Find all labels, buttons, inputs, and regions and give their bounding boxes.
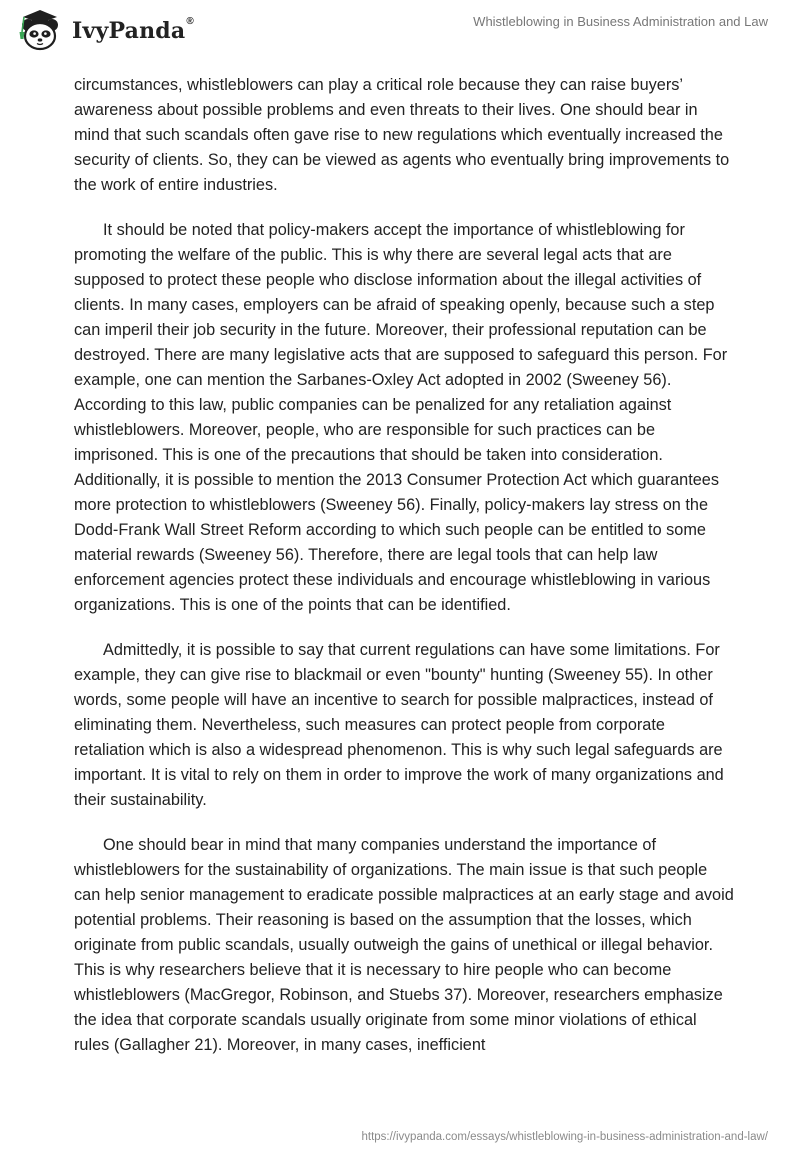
essay-body [74,73,734,1078]
paragraph: circumstances, whistleblowers can play a critical role because they can raise buyers’ awareness about possible problems and even threats to their lives. One should bear in mind that such scandals often gave rise to new regulations which eventually increased the security of clients. So, they can be viewed as agents who eventually bring improvements to the work of entire industries. [74,76,730,194]
paragraph: One should bear in mind that many companies understand the importance of whistleblowers for the sustainability of organizations. The main issue is that such people can help senior management to eradicate possible malpractices at an early stage and avoid potential problems. Their reasoning is based on the assumption that the losses, which originate from public scandals, usually outweigh the gains of unethical or illegal behavior. This is why researchers believe that it is necessary to hire people who can become whistleblowers (MacGregor, Robinson, and Stuebs 37). Moreover, researchers emphasize the idea that corporate scandals usually originate from some minor violations of ethical rules (Gallagher 21). Moreover, in many cases, inefficient [74,836,734,1054]
source-url[interactable]: https://ivypanda.com/essays/whistleblowing-in-business-administration-and-law/ [361,1131,768,1143]
document-title: Whistleblowing in Business Administration and Law [473,14,768,29]
paragraph: It should be noted that policy-makers accept the importance of whistleblowing for promoting the welfare of the public. This is why there are several legal acts that are supposed to protect these people who disclose information about the illegal activities of clients. In many cases, employers can be afraid of speaking openly, because such a step can imperil their job security in the future. Moreover, their professional reputation can be destroyed. There are many legislative acts that are supposed to safeguard this person. For example, one can mention the Sarbanes-Oxley Act adopted in 2002 (Sweeney 56). According to this law, public companies can be penalized for any retaliation against whistleblowers. Moreover, people, who are responsible for such practices can be imprisoned. This is one of the precautions that should be taken into consideration. Additionally, it is possible to mention the 2013 Consumer Protection Act which guarantees more protection to whistleblowers (Sweeney 56). Finally, policy-makers lay stress on the Dodd-Frank Wall Street Reform according to which such people can be entitled to some material rewards (Sweeney 56). Therefore, there are legal tools that can help law enforcement agencies protect these individuals and encourage whistleblowing in various organizations. This is one of the points that can be identified. [74,221,728,614]
logo-wordmark [72,18,194,44]
paragraph: Admittedly, it is possible to say that current regulations can have some limitations. For example, they can give rise to blackmail or even "bounty" hunting (Sweeney 55). In other words, some people will have an incentive to search for possible malpractices, instead of eliminating them. Nevertheless, such measures can protect people from corporate retaliation which is also a widespread phenomenon. This is why such legal safeguards are important. It is vital to rely on them in order to improve the work of many organizations and their sustainability. [74,641,724,809]
page-header [0,0,800,62]
panda-graduate-icon [14,8,66,54]
ivypanda-logo[interactable] [14,8,194,54]
logo-text: IvyPanda [72,18,186,44]
registered-mark: ® [186,16,194,27]
